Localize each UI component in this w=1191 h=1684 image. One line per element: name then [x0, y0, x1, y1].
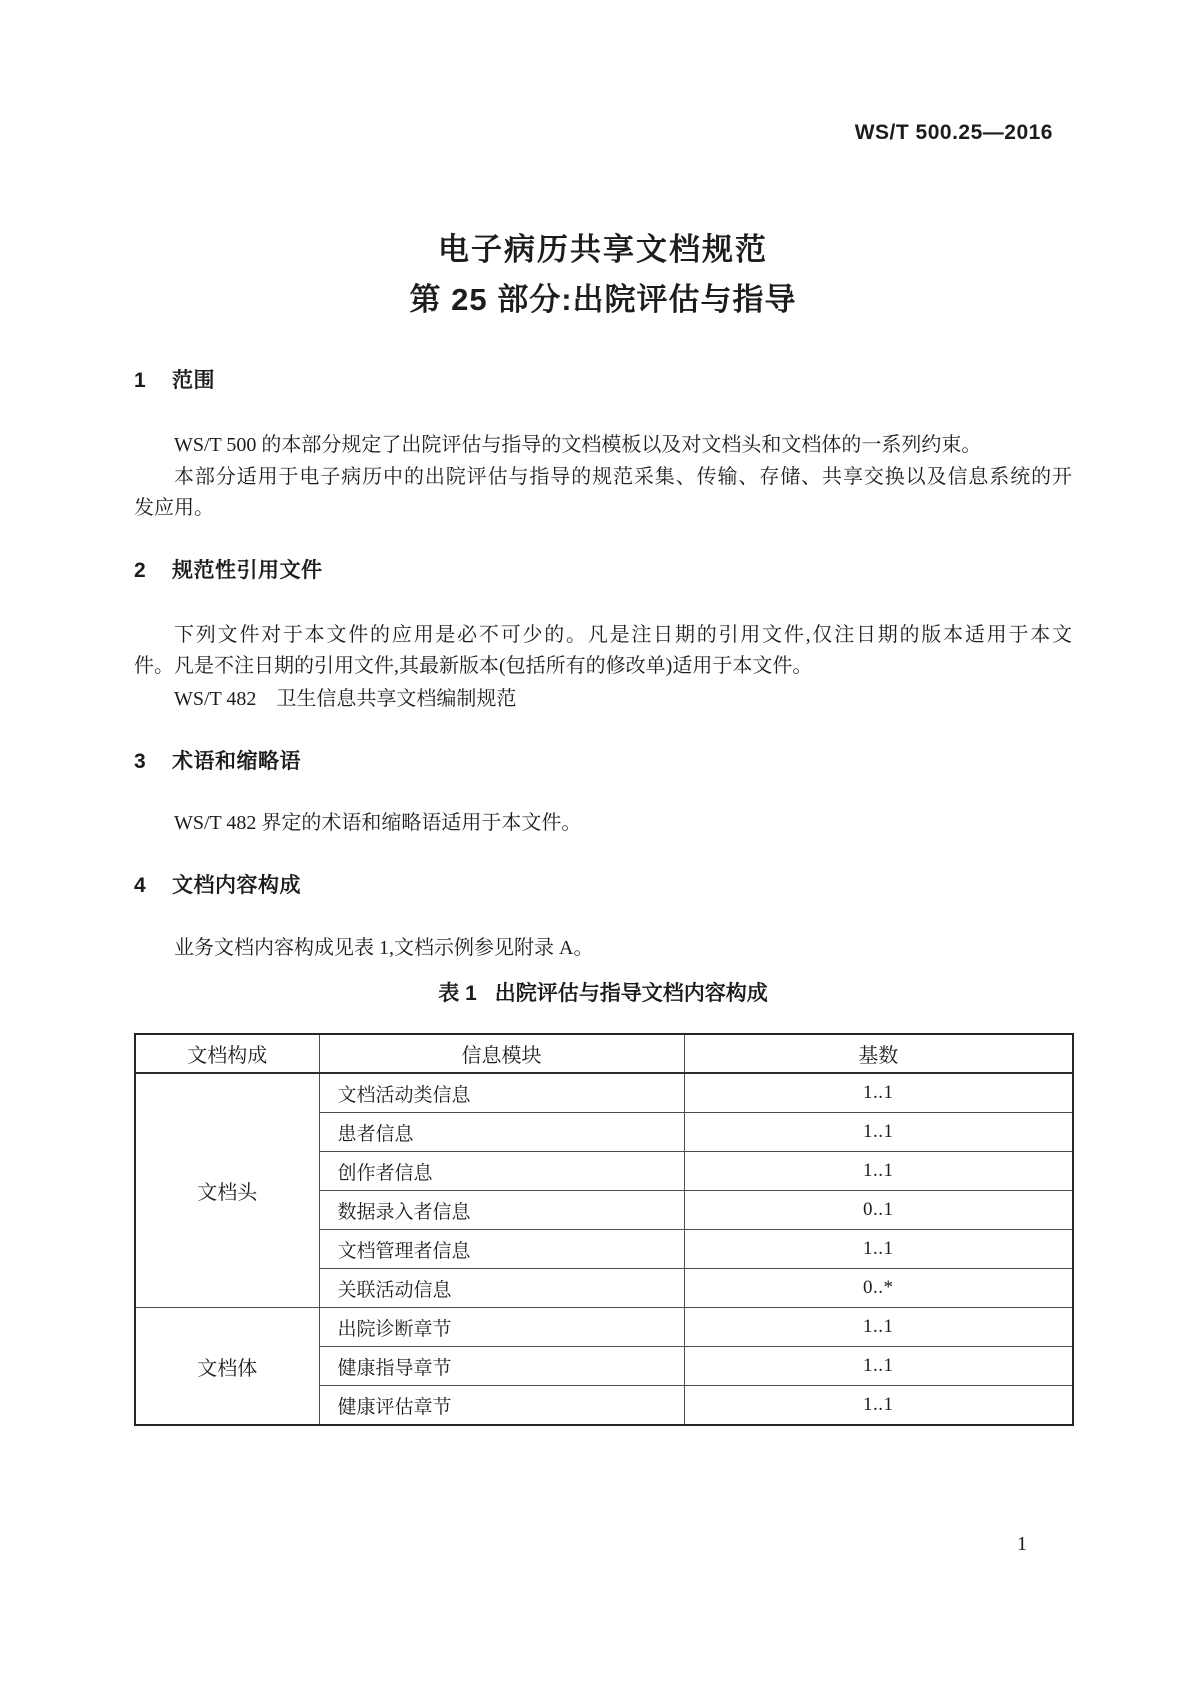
table-cell-module: 创作者信息: [319, 1152, 684, 1191]
table-row: [135, 1308, 1073, 1347]
title-line-2: 第 25 部分:出院评估与指导: [409, 282, 797, 317]
paragraph-line: 发应用。: [134, 497, 214, 519]
section-number: 4: [134, 874, 147, 897]
section-heading-terms: [134, 750, 1072, 774]
table-cell-module: 健康评估章节: [319, 1386, 684, 1426]
table-cell-module: 文档活动类信息: [319, 1073, 684, 1113]
table-header-composition: 文档构成: [135, 1034, 319, 1073]
table-cell-module: 患者信息: [319, 1113, 684, 1152]
section-number: 3: [134, 750, 147, 773]
table-caption-label: 表 1: [438, 982, 477, 1005]
section-number: 1: [134, 369, 147, 392]
page-number: 1: [1017, 1533, 1027, 1555]
paragraph-line: 件。凡是不注日期的引用文件,其最新版本(包括所有的修改单)适用于本文件。: [134, 655, 813, 677]
table-cell-module: 健康指导章节: [319, 1347, 684, 1386]
table-cell-cardinality: 1..1: [684, 1073, 1073, 1113]
section-heading-label: 规范性引用文件: [172, 559, 323, 582]
section-number: 2: [134, 559, 147, 582]
paragraph-line: 业务文档内容构成见表 1,文档示例参见附录 A。: [174, 937, 594, 959]
table-group-header: 文档头: [135, 1073, 319, 1308]
standard-number: WS/T 500.25—2016: [854, 121, 1053, 144]
table-cell-module: 文档管理者信息: [319, 1230, 684, 1269]
paragraph-terms: [134, 808, 1072, 839]
section-heading-scope: [134, 369, 1072, 393]
section-heading-label: 范围: [172, 369, 215, 392]
table-header-module: 信息模块: [319, 1034, 684, 1073]
paragraph-references-intro: [134, 620, 1072, 682]
table-caption-text: 出院评估与指导文档内容构成: [494, 982, 768, 1005]
table-cell-cardinality: 0..*: [684, 1269, 1073, 1308]
paragraph-document-content: [134, 933, 1072, 964]
section-heading-label: 术语和缩略语: [172, 750, 301, 773]
paragraph-reference-entry: [134, 684, 1072, 715]
content-composition-table: [134, 1033, 1074, 1426]
table-cell-cardinality: 1..1: [684, 1113, 1073, 1152]
paragraph-scope-2: [134, 462, 1072, 524]
title-line-1: 电子病历共享文档规范: [438, 232, 768, 267]
table-cell-cardinality: 0..1: [684, 1191, 1073, 1230]
table-cell-module: 出院诊断章节: [319, 1308, 684, 1347]
document-title: [134, 232, 1072, 318]
paragraph-line: WS/T 500 的本部分规定了出院评估与指导的文档模板以及对文档头和文档体的一系列约束。: [174, 434, 982, 456]
table-header-cardinality: 基数: [684, 1034, 1073, 1073]
table-group-header: 文档体: [135, 1308, 319, 1426]
paragraph-scope-1: [134, 430, 1072, 461]
table-cell-cardinality: 1..1: [684, 1386, 1073, 1426]
table-cell-module: 数据录入者信息: [319, 1191, 684, 1230]
paragraph-line: 下列文件对于本文件的应用是必不可少的。凡是注日期的引用文件,仅注日期的版本适用于本文: [174, 624, 1072, 646]
table-header-row: [135, 1034, 1073, 1073]
section-heading-label: 文档内容构成: [172, 874, 301, 897]
paragraph-line: WS/T 482 卫生信息共享文档编制规范: [174, 688, 517, 710]
table-cell-module: 关联活动信息: [319, 1269, 684, 1308]
paragraph-line: WS/T 482 界定的术语和缩略语适用于本文件。: [174, 812, 582, 834]
paragraph-line: 本部分适用于电子病历中的出院评估与指导的规范采集、传输、存储、共享交换以及信息系统的开: [174, 466, 1072, 488]
table-cell-cardinality: 1..1: [684, 1347, 1073, 1386]
table-caption: [134, 981, 1072, 1007]
section-heading-document-content: [134, 874, 1072, 898]
table-row: [135, 1073, 1073, 1113]
table-cell-cardinality: 1..1: [684, 1230, 1073, 1269]
table-cell-cardinality: 1..1: [684, 1308, 1073, 1347]
section-heading-normative-references: [134, 559, 1072, 583]
table-cell-cardinality: 1..1: [684, 1152, 1073, 1191]
